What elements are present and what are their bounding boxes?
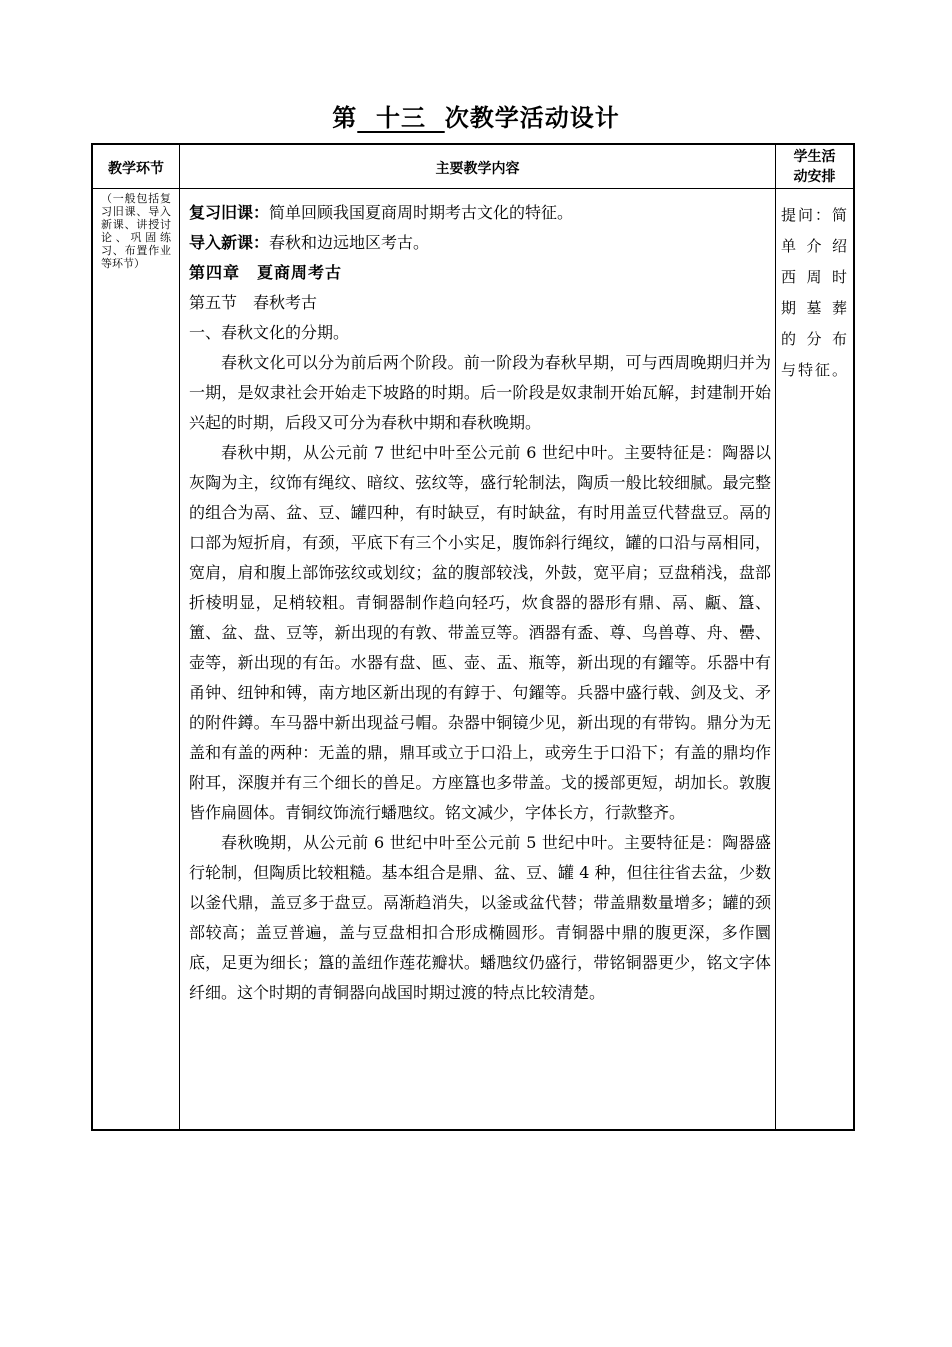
teaching-stage-note: （一般包括复习旧课、导入新课、讲授讨论、巩固练习、布置作业等环节） <box>101 192 171 270</box>
review-text: 简单回顾我国夏商周时期考古文化的特征。 <box>269 203 574 222</box>
main-content <box>189 198 771 1008</box>
column-divider-1 <box>179 145 180 1129</box>
student-activity-line: 单介绍 <box>781 237 847 255</box>
header-student-activity <box>776 147 853 187</box>
header-student-activity-line2: 动安排 <box>793 169 836 185</box>
title-number-text: 十三 <box>376 104 426 132</box>
student-activity-line: 期墓葬 <box>781 299 847 317</box>
paragraph-middle-period: 春秋中期，从公元前 7 世纪中叶至公元前 6 世纪中叶。主要特征是：陶器以灰陶为主，纹饰有绳纹、暗纹、弦纹等，盛行轮制法，陶质一般比较细腻。最完整的组合为鬲、盆、豆、罐四种，有时缺豆，有时缺盆，有时用盖豆代替盘豆。鬲的口部为短折肩，有颈，平底下有三个小实足，腹饰斜行绳纹，罐的口沿与鬲相同，宽肩，肩和腹上部饰弦纹或划纹；盆的腹部较浅，外鼓，宽平肩；豆盘稍浅，盘部折棱明显，足梢较粗。青铜器制作趋向轻巧，炊食器的器形有鼎、鬲、甗、簋、簠、盆、盘、豆等，新出现的有敦、带盖豆等。酒器有盉、尊、鸟兽尊、舟、罍、壶等，新出现的有缶。水器有盘、匜、壶、盂、瓶等，新出现的有鑃等。乐器中有甬钟、纽钟和镈，南方地区新出现的有錞于、句鑃等。兵器中盛行戟、剑及戈、矛的附件鐏。车马器中新出现益弓帽。杂器中铜镜少见，新出现的有带钩。鼎分为无盖和有盖的两种：无盖的鼎，鼎耳或立于口沿上，或旁生于口沿下；有盖的鼎均作附耳，深腹并有三个细长的兽足。方座簋也多带盖。戈的援部更短，胡加长。敦腹皆作扁圆体。青铜纹饰流行蟠虺纹。铭文减少，字体长方，行款整齐。 <box>189 443 771 822</box>
title-suffix: 次教学活动设计 <box>444 104 620 132</box>
student-activity-line: 西周时 <box>781 268 847 286</box>
title-number <box>357 98 444 138</box>
column-divider-2 <box>775 145 776 1129</box>
header-divider <box>93 188 853 189</box>
student-activity-line: 与特征。 <box>781 361 847 379</box>
student-activity-line: 提问：简 <box>781 206 847 224</box>
intro-label: 导入新课： <box>189 233 270 252</box>
chapter-heading: 第四章 夏商周考古 <box>189 263 343 282</box>
student-activity-line: 的分布 <box>781 330 847 348</box>
lesson-table <box>91 143 855 1131</box>
header-teaching-stage: 教学环节 <box>108 161 164 177</box>
title-prefix: 第 <box>332 104 358 132</box>
header-main-content: 主要教学内容 <box>435 161 520 177</box>
header-student-activity-line1: 学生活 <box>793 149 836 165</box>
page-title <box>0 98 952 138</box>
review-line <box>189 198 771 228</box>
student-activity <box>781 200 847 386</box>
paragraph-late-period: 春秋晚期，从公元前 6 世纪中叶至公元前 5 世纪中叶。主要特征是：陶器盛行轮制，但陶质比较粗糙。基本组合是鼎、盆、豆、罐 4 种，但往往省去盆，少数以釜代鼎，盖豆多于盘豆。鬲渐趋消失，以釜或盆代替；带盖鼎数量增多；罐的颈部较高；盖豆普遍，盖与豆盘相扣合形成椭圆形。青铜器中鼎的腹更深，多作圜底，足更为细长；簋的盖纽作莲花瓣状。蟠虺纹仍盛行，带铭铜器更少，铭文字体纤细。这个时期的青铜器向战国时期过渡的特点比较清楚。 <box>189 833 771 1002</box>
subheading-periodization: 一、春秋文化的分期。 <box>189 323 350 342</box>
intro-text: 春秋和边远地区考古。 <box>269 233 430 252</box>
section-heading: 第五节 春秋考古 <box>189 293 318 312</box>
review-label: 复习旧课： <box>189 203 270 222</box>
intro-line <box>189 228 771 258</box>
paragraph-periodization: 春秋文化可以分为前后两个阶段。前一阶段为春秋早期，可与西周晚期归并为一期，是奴隶社会开始走下坡路的时期。后一阶段是奴隶制开始瓦解，封建制开始兴起的时期，后段又可分为春秋中期和春秋晚期。 <box>189 353 771 432</box>
